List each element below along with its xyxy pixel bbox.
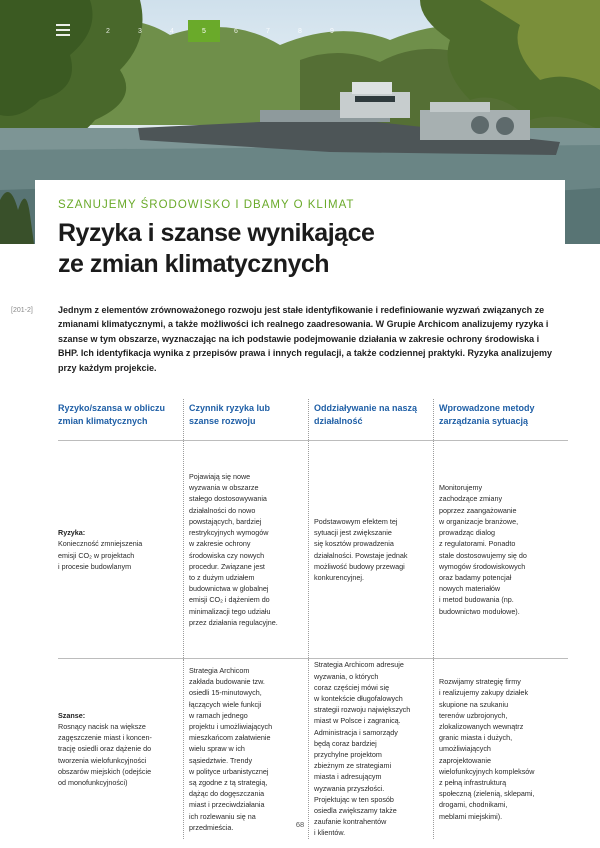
page-title-line: Ryzyka i szanse wynikające: [58, 219, 375, 247]
table-header-cell: Ryzyko/szansa w obliczu zmian klimatycznych: [58, 403, 166, 426]
table-header-cell: Oddziaływanie na naszą działalność: [308, 399, 433, 440]
chapter-nav: [60, 20, 348, 42]
chapter-nav-item[interactable]: 8: [298, 27, 302, 35]
row-label: Szanse:: [58, 710, 86, 720]
chapter-nav-item[interactable]: 4: [170, 27, 174, 35]
table-cell: [433, 441, 568, 658]
table-cell: [183, 441, 308, 658]
cell-text: Rozwijamy strategię firmy i realizujemy zakupy działek skupione na szukaniu terenów uzbrojonych, zlokalizowanych wewnątrz granic miasta i dużych, umożliwiających zaprojektowanie wielofunkcyjnych kompleksów z pełną infrastrukturą społeczną (zielenią, sklepami, drogami, chodnikami, meblami miejskimi).: [439, 677, 535, 821]
gri-reference: [201-2]: [11, 307, 33, 314]
chapter-nav-item-active[interactable]: 5: [188, 20, 220, 42]
table-cell: [58, 659, 183, 839]
table-cell: [183, 659, 308, 839]
table-header-cell: Czynnik ryzyka lub szanse rozwoju: [183, 399, 308, 440]
cell-text: Podstawowym efektem tej sytuacji jest zwiększanie się kosztów prowadzenia działalności. Powstaje jednak możliwość budowy przewagi konkurencyjnej.: [314, 516, 408, 582]
section-kicker: SZANUJEMY ŚRODOWISKO I DBAMY O KLIMAT: [58, 199, 355, 211]
page-title-line: ze zmian klimatycznych: [58, 250, 330, 278]
risk-table: [58, 399, 568, 839]
cell-text: Rosnący nacisk na większe zagęszczenie miast i koncen- trację osiedli oraz dążenie do tworzenia wielofunkcyjności obszarów miejskich (odejście od monofunkcyjności): [58, 721, 152, 787]
cell-text: Monitorujemy zachodzące zmiany poprzez zaangażowanie w organizacje branżowe, prowadząc dialog z regulatorami. Ponadto stale dostosowujemy się do wymogów środowiskowych oraz badamy potencjał nowych materiałów i metod budowania (np. budownictwo modułowe).: [439, 483, 527, 616]
chapter-nav-item[interactable]: 2: [106, 27, 110, 35]
chapter-nav-item[interactable]: 3: [138, 27, 142, 35]
cell-text: Konieczność zmniejszenia emisji CO₂ w projektach i procesie budowlanym: [58, 539, 143, 571]
intro-paragraph: Jednym z elementów zrównoważonego rozwoju jest stałe identyfikowanie i redefiniowanie wyzwań związanych ze zmianami klimatycznymi, a także możliwości ich realnego zaadresowania. W Grupie Archicom analizujemy ryzyka i szanse w tym obszarze, wyznaczając na ich podstawie podejmowanie działania w zakresie ochrony środowiska i BHP. Ich identyfikacja wynika z przepisów prawa i innych regulacji, a także codziennej praktyki. Ryzyka analizujemy przy każdym projekcie.: [58, 305, 553, 373]
cell-text: Strategia Archicom adresuje wyzwania, o których coraz częściej mówi się w kontekście długofalowych strategii rozwoju największych miast w Polsce i zagranicą. Administracja i samorządy będą coraz bardziej przychylne projektom zbieżnym ze strategiami miasta i adresującym wyzwania przyszłości. Projektując w ten sposób osiedla zwiększamy także zaufanie kontrahentów i klientów.: [314, 660, 411, 838]
table-cell: [58, 441, 183, 658]
table-row: [58, 441, 568, 659]
page-number: 68: [295, 820, 305, 829]
chapter-nav-item[interactable]: 9: [330, 27, 334, 35]
row-label: Ryzyka:: [58, 528, 86, 538]
table-cell: [308, 441, 433, 658]
table-cell: [433, 659, 568, 839]
chapter-nav-item[interactable]: 6: [234, 27, 238, 35]
table-row: [58, 659, 568, 839]
table-header-cell: Wprowadzone metody zarządzania sytuacją: [433, 399, 568, 440]
table-header: [58, 399, 568, 441]
page-title: [58, 218, 538, 280]
cell-text: Strategia Archicom zakłada budowanie tzw. osiedli 15-minutowych, łączących wiele funkcji w ramach jednego projektu i umożliwiających mieszkańcom załatwienie wielu spraw w ich sąsiedztwie. Trendy w polityce urbanistycznej są zgodne z tą strategią, dążąc do dogęszczania miast i przeciwdziałania ich rozlewaniu się na przedmieścia.: [189, 665, 273, 832]
chapter-nav-item[interactable]: 7: [266, 27, 270, 35]
table-cell: [308, 659, 433, 839]
cell-text: Pojawiają się nowe wyzwania w obszarze stałego dostosowywania działalności do nowo powstających, bardziej restrykcyjnych wymogów w zakresie ochrony środowiska czy nowych procedur. Związane jest to z dużym udziałem budownictwa w globalnej emisji CO₂ i dążeniem do minimalizacji tego udziału przez działania regulacyjne.: [189, 472, 278, 627]
